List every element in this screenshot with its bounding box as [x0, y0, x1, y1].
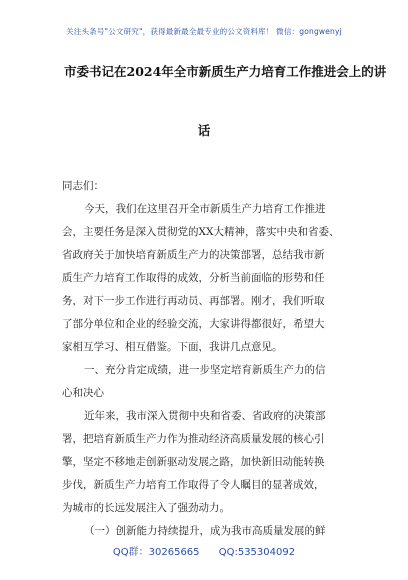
text-line: （一）创新能力持续提升，成为我市高质量发展的鲜	[84, 525, 326, 537]
footer-qq: QQ:535304092	[218, 547, 296, 558]
text-line: 了部分单位和企业的经验交流，大家讲得都很好，希望大	[62, 318, 325, 330]
text-line: 为城市的长远发展注入了强劲动力。	[62, 502, 230, 514]
paragraph-intro	[62, 198, 352, 359]
text-line: 务，对下一步工作进行再动员、再部署。刚才，我们听取	[62, 295, 325, 307]
text-line: 步伐，新质生产力培育工作取得了令人瞩目的显著成效，	[62, 479, 325, 491]
text-line: 署，把培育新质生产力作为推动经济高质量发展的核心引	[62, 433, 325, 445]
text-line: 会，主要任务是深入贯彻党的XX大精神，落实中央和省委、	[62, 226, 340, 238]
header-promo-note: 关注头条号"公文研究"，获得最新最全最专业的公文资料库！ 微信：gongwenyj	[66, 27, 342, 36]
text-line: 家相互学习、相互借鉴。下面，我讲几点意见。	[62, 341, 283, 353]
document-body	[62, 175, 352, 543]
footer-contact	[0, 543, 408, 558]
salutation: 同志们：	[62, 180, 104, 192]
text-line: 今天，我们在这里召开全市新质生产力培育工作推进	[84, 203, 326, 215]
document-title: 市委书记在2024年全市新质生产力培育工作推进会上的讲	[64, 64, 387, 79]
text-line: 近年来，我市深入贯彻中央和省委、省政府的决策部	[84, 410, 326, 422]
text-line: 心和决心	[62, 387, 104, 399]
section-heading-1	[62, 359, 352, 405]
document-title-continuation: 话	[197, 123, 211, 138]
text-line: 擎，坚定不移地走创新驱动发展之路，加快新旧动能转换	[62, 456, 325, 468]
paragraph-achievements	[62, 405, 352, 520]
text-line: 省政府关于加快培育新质生产力的决策部署，总结我市新	[62, 249, 325, 261]
text-line: 质生产力培育工作取得的成效，分析当前面临的形势和任	[62, 272, 325, 284]
subsection-heading-1	[62, 520, 352, 543]
footer-qq-group: QQ群：30265665	[112, 547, 200, 558]
text-line: 一、充分肯定成绩，进一步坚定培育新质生产力的信	[84, 364, 326, 376]
